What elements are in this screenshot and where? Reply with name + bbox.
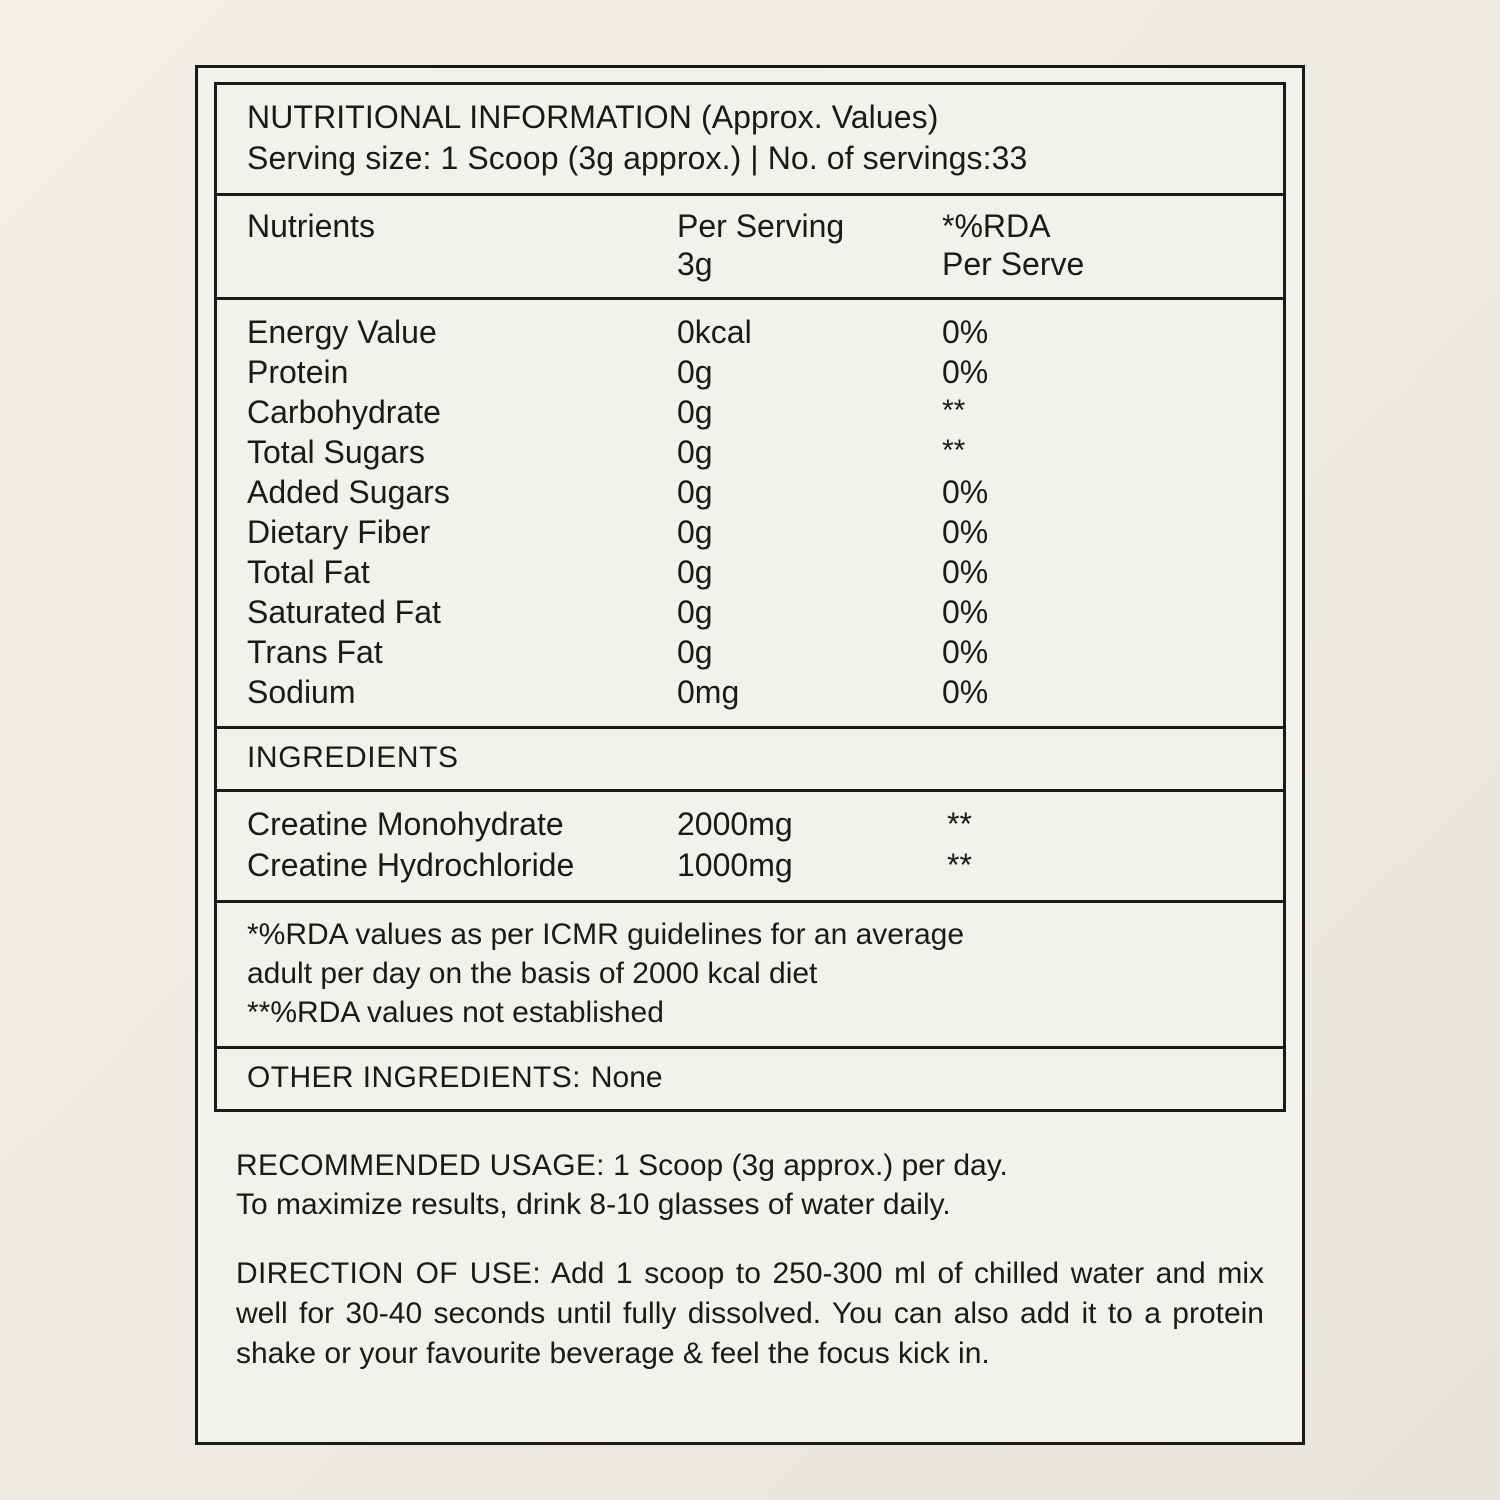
nutrient-amount: 0mg xyxy=(677,674,740,711)
recommended-usage xyxy=(236,1146,1264,1224)
nutrient-amount: 0g xyxy=(677,474,713,511)
header-per-serving-label: Per Serving xyxy=(677,207,845,244)
nutrient-amount: 0g xyxy=(677,434,713,471)
table-row xyxy=(247,352,1253,392)
nutrient-header-table xyxy=(247,208,1253,284)
recommended-usage-value: 1 Scoop (3g approx.) per day. xyxy=(613,1149,1008,1183)
ingredient-rda: ** xyxy=(947,847,972,884)
direction-of-use-text: Add 1 scoop to 250-300 ml of chilled water and mix well for 30-40 seconds until fully dissolved. You can also add it to a protein shake or your favourite beverage & feel the focus kick in. xyxy=(236,1257,1264,1370)
label-panel xyxy=(195,65,1305,1445)
nutrient-name: Protein xyxy=(247,354,349,391)
nutrient-name: Saturated Fat xyxy=(247,594,441,631)
table-row xyxy=(247,512,1253,552)
nutrient-rda: ** xyxy=(942,434,966,468)
nutrient-amount: 0g xyxy=(677,554,713,591)
header-rda-sub: Per Serve xyxy=(942,245,1085,282)
nutrient-name: Carbohydrate xyxy=(247,394,441,431)
nutrient-rda: ** xyxy=(942,394,966,428)
direction-of-use xyxy=(236,1254,1264,1373)
page-title: NUTRITIONAL INFORMATION (Approx. Values) xyxy=(247,99,939,135)
table-row xyxy=(247,592,1253,632)
direction-of-use-label: DIRECTION OF USE: xyxy=(236,1257,541,1291)
header-per-serving-sub: 3g xyxy=(677,245,713,282)
nutrient-rda: 0% xyxy=(942,674,989,711)
table-header-section xyxy=(217,193,1283,298)
table-row xyxy=(247,472,1253,512)
nutrient-rda: 0% xyxy=(942,354,989,391)
nutrient-amount: 0g xyxy=(677,514,713,551)
nutrient-rda: 0% xyxy=(942,314,989,351)
rda-note-line-1: *%RDA values as per ICMR guidelines for an average xyxy=(247,918,965,952)
other-ingredients-label: OTHER INGREDIENTS: xyxy=(247,1061,581,1095)
rda-note-line-3: **%RDA values not established xyxy=(247,996,664,1030)
table-row xyxy=(247,632,1253,672)
nutrient-amount: 0kcal xyxy=(677,314,752,351)
nutrient-amount: 0g xyxy=(677,354,713,391)
nutrient-table xyxy=(247,312,1253,712)
other-ingredients-value: None xyxy=(590,1061,663,1095)
ingredient-amount: 2000mg xyxy=(677,806,793,843)
nutrient-rda: 0% xyxy=(942,554,989,591)
table-row xyxy=(247,804,1253,845)
rda-note-line-2: adult per day on the basis of 2000 kcal diet xyxy=(247,957,818,991)
ingredient-name: Creatine Monohydrate xyxy=(247,806,564,843)
ingredient-rda: ** xyxy=(947,806,972,843)
nutrient-name: Sodium xyxy=(247,674,356,711)
nutrient-name: Total Fat xyxy=(247,554,370,591)
nutrient-amount: 0g xyxy=(677,594,713,631)
ingredient-name: Creatine Hydrochloride xyxy=(247,847,575,884)
nutrition-facts-box xyxy=(214,82,1286,1112)
header-rda xyxy=(942,208,1253,284)
rda-notes-section xyxy=(217,900,1283,1046)
table-row xyxy=(247,392,1253,432)
nutrient-name: Energy Value xyxy=(247,314,437,351)
recommended-usage-label: RECOMMENDED USAGE: xyxy=(236,1149,605,1183)
nutrient-name: Trans Fat xyxy=(247,634,383,671)
header-nutrients: Nutrients xyxy=(247,207,376,244)
ingredients-heading: INGREDIENTS xyxy=(247,741,459,775)
nutrient-rda: 0% xyxy=(942,474,989,511)
header-rda-label: *%RDA xyxy=(942,207,1051,244)
nutrient-amount: 0g xyxy=(677,394,713,431)
nutrient-name: Added Sugars xyxy=(247,474,450,511)
nutrient-amount: 0g xyxy=(677,634,713,671)
table-row xyxy=(247,432,1253,472)
table-row xyxy=(247,672,1253,712)
other-ingredients-section xyxy=(217,1046,1283,1109)
nutrient-rda: 0% xyxy=(942,594,989,631)
header-per-serving xyxy=(677,208,942,284)
ingredients-table xyxy=(247,804,1253,886)
nutrient-rda: 0% xyxy=(942,514,989,551)
nutrient-name: Total Sugars xyxy=(247,434,425,471)
ingredients-label-section xyxy=(217,726,1283,789)
ingredient-amount: 1000mg xyxy=(677,847,793,884)
nutrient-rda: 0% xyxy=(942,634,989,671)
table-row xyxy=(247,552,1253,592)
nutrient-rows-section xyxy=(217,297,1283,726)
serving-info: Serving size: 1 Scoop (3g approx.) | No. of servings:33 xyxy=(247,139,1028,176)
table-row xyxy=(247,845,1253,886)
other-ingredients-row xyxy=(247,1061,1253,1095)
header-section xyxy=(217,85,1283,193)
usage-block xyxy=(214,1112,1286,1373)
ingredients-rows-section xyxy=(217,789,1283,900)
recommended-usage-line-2: To maximize results, drink 8-10 glasses of water daily. xyxy=(236,1188,951,1222)
nutrient-name: Dietary Fiber xyxy=(247,514,431,551)
table-header-row xyxy=(247,208,1253,284)
table-row xyxy=(247,312,1253,352)
